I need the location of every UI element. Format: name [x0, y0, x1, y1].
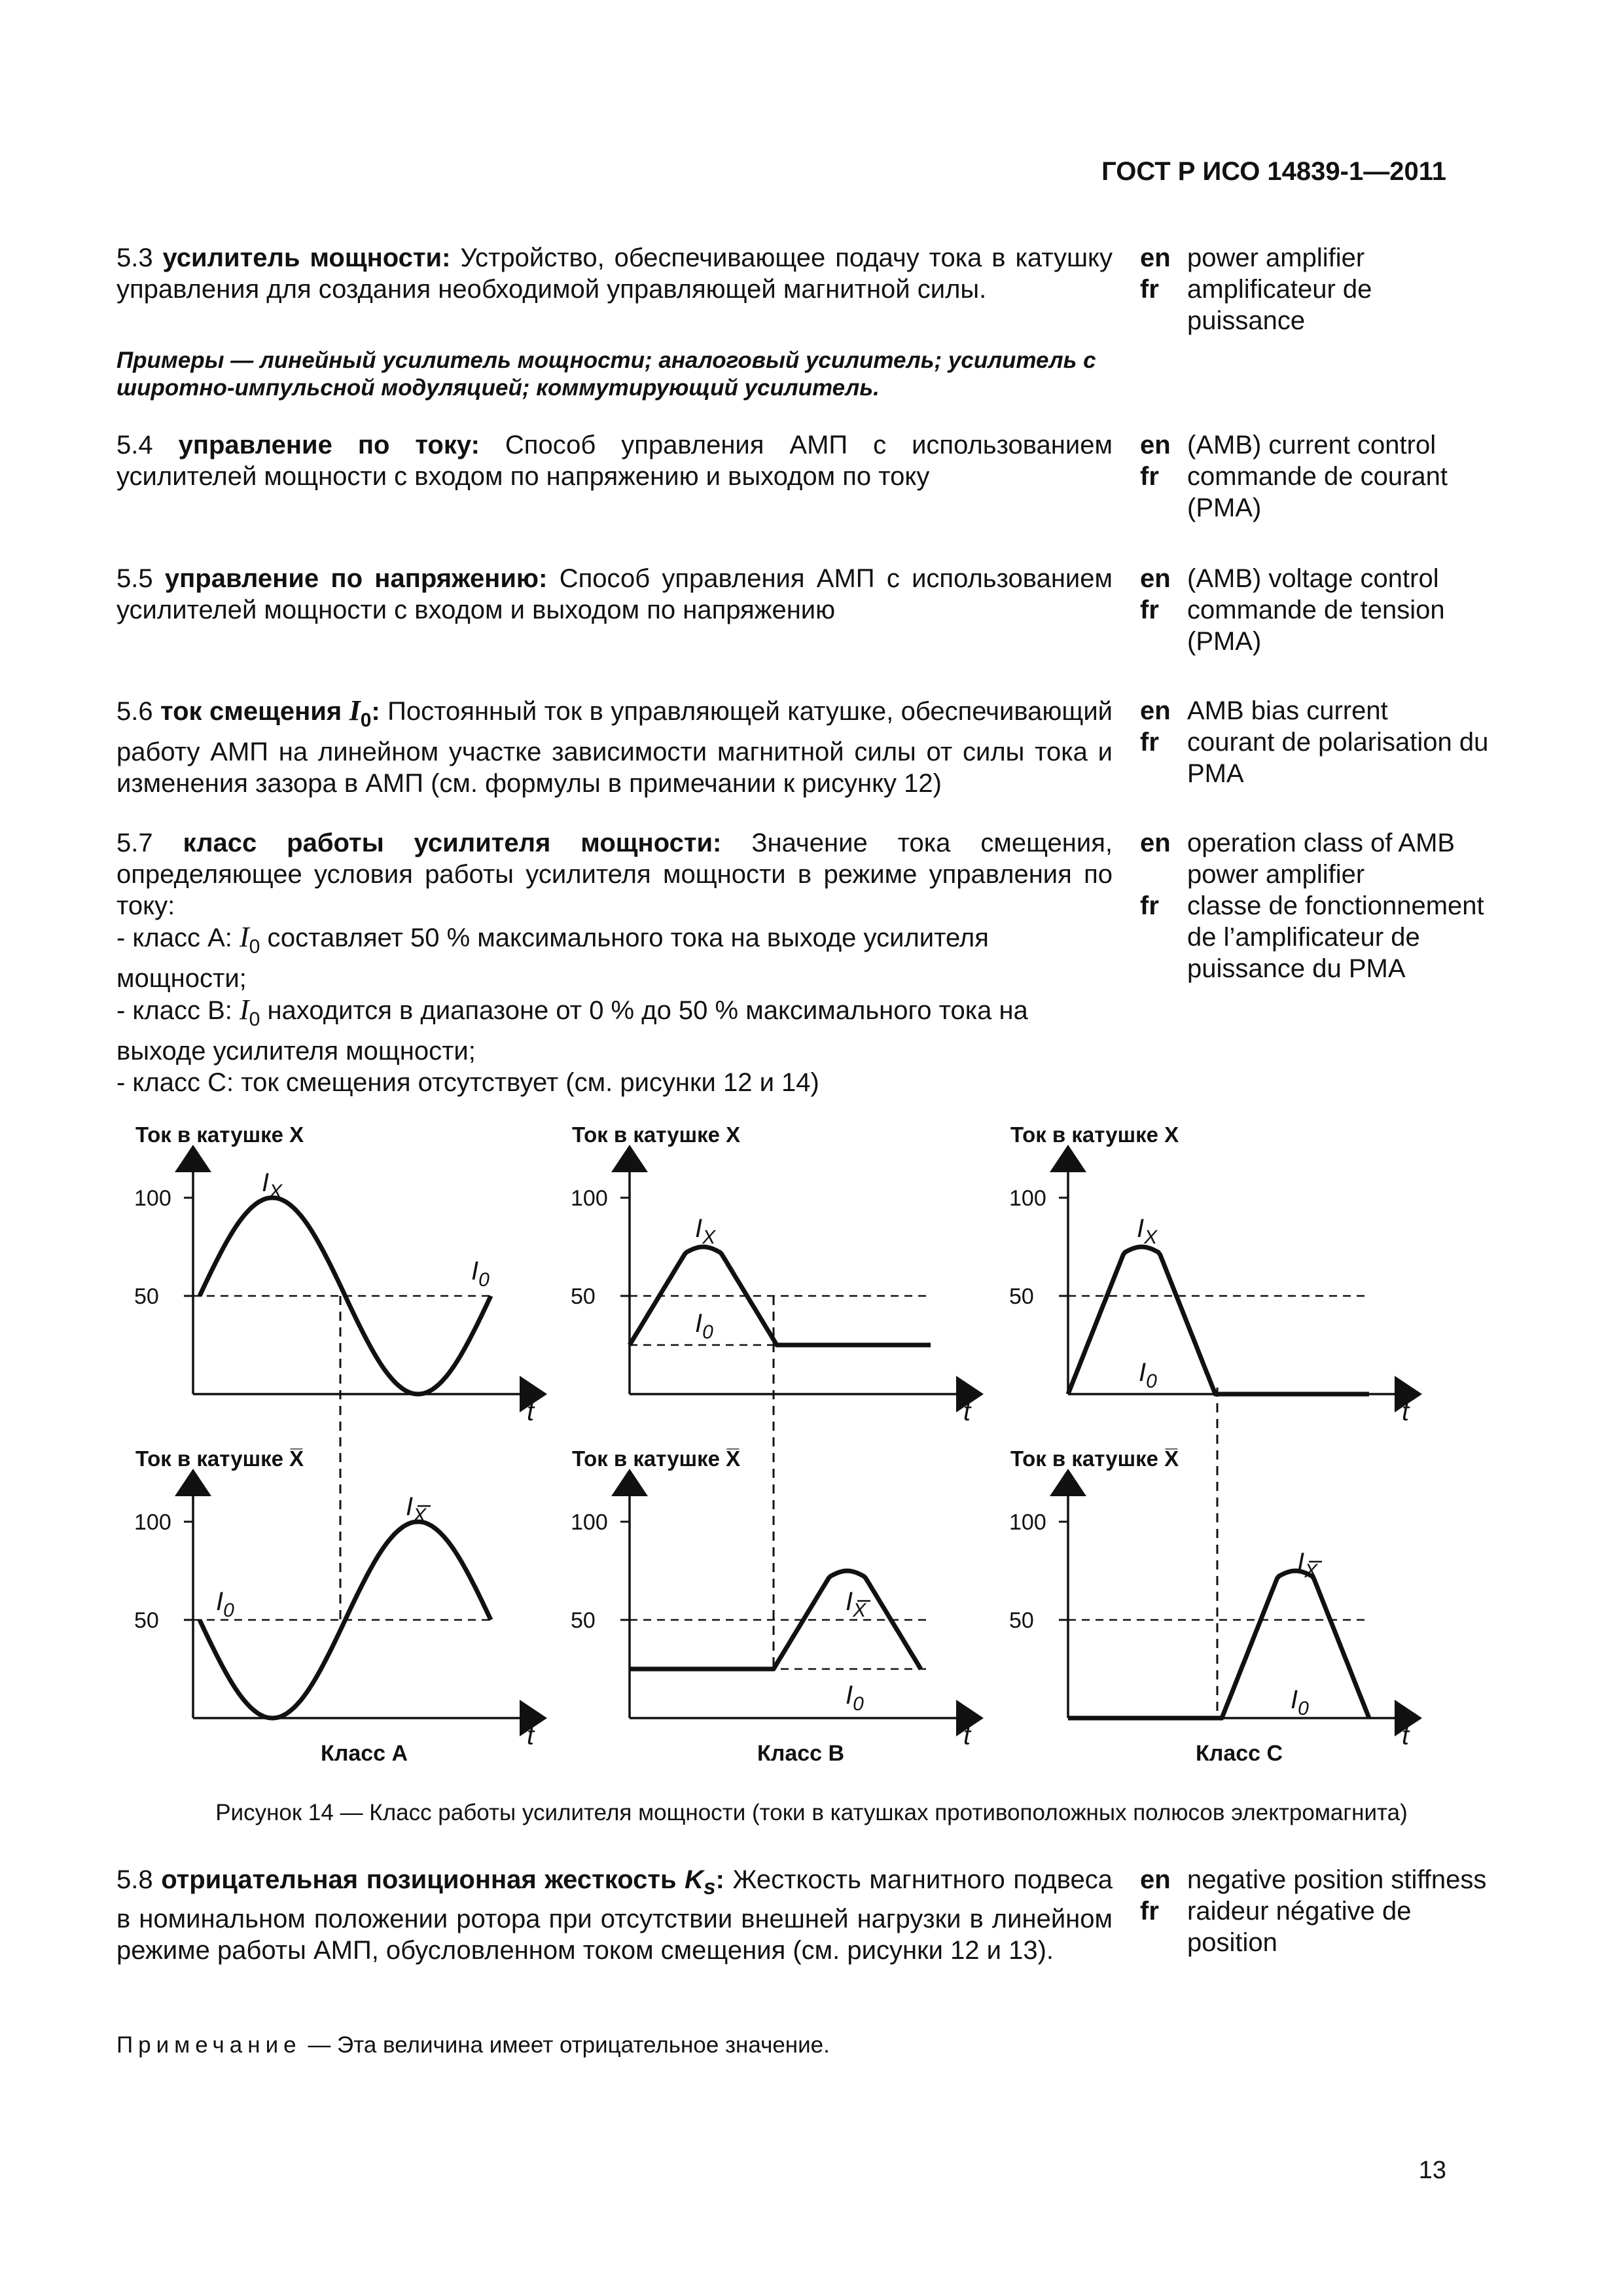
- lang-en: en: [1140, 564, 1171, 593]
- term-5-8: [116, 1864, 1113, 1966]
- x-axis-label: t: [1402, 1397, 1410, 1426]
- ix-label: $I_X$: [1137, 1214, 1158, 1248]
- translation-fr: commande de courant (PMA): [1187, 462, 1448, 522]
- note-text: — Эта величина имеет отрицательное значение.: [301, 2032, 830, 2058]
- y-axis-label: Ток в катушке X̅: [572, 1446, 741, 1471]
- tick-label: 50: [134, 1608, 159, 1633]
- ix-bar-label: $I_X$: [1297, 1548, 1318, 1582]
- term-definition: Устройство, обеспечивающее подачу тока в катушку управления для создания необходимой управляющей магнитной силы.: [116, 243, 1113, 304]
- term-definition: Значение тока смещения, определяющее условия работы усилителя мощности в режиме управления по току:: [116, 829, 1113, 920]
- tick-label: 100: [571, 1186, 608, 1211]
- y-axis-label: Ток в катушке X̅: [135, 1446, 304, 1471]
- term-name: управление по напряжению:: [164, 564, 548, 593]
- term-definition: Жесткость магнитного подвеса в номинальном положении ротора при отсутствии внешней нагрузки в линейном режиме работы АМП, обусловленном током смещения (см. рисунки 12 и 13).: [116, 1865, 1113, 1965]
- y-axis-label: Ток в катушке X̅: [1010, 1446, 1179, 1471]
- note-label: Примечание: [116, 2032, 302, 2058]
- lang-en: en: [1140, 696, 1171, 725]
- lang-fr: fr: [1140, 891, 1159, 920]
- page-number: 13: [1418, 2157, 1446, 2184]
- x-axis-label: t: [527, 1397, 535, 1426]
- translation-en: AMB bias current: [1187, 696, 1388, 725]
- translation-en: (AMB) voltage control: [1187, 564, 1439, 593]
- term-number: 5.4: [116, 431, 153, 459]
- x-axis-label: t: [1402, 1721, 1410, 1750]
- ix-bar-label: $I_X$: [846, 1587, 866, 1621]
- translation-en: (AMB) current control: [1187, 431, 1436, 459]
- term-definition: Постоянный ток в управляющей катушке, обеспечивающий работу АМП на линейном участке зависимости магнитной силы от силы тока и изменения зазора в АМП (см. формулы в примечании к рисунку 12): [116, 697, 1113, 798]
- bias-symbol: $I_0$: [349, 694, 372, 731]
- class-c-item: - класс C: ток смещения отсутствует (см. рисунки 12 и 14): [116, 1067, 819, 1097]
- i0-symbol: $I_0$: [240, 993, 260, 1030]
- standard-header: ГОСТ Р ИСО 14839-1—2011: [1101, 157, 1446, 186]
- translations-5-8: [1140, 1864, 1493, 1958]
- class-label: Класс A: [321, 1741, 408, 1766]
- i0-label: $I_0$: [846, 1681, 864, 1715]
- tick-label: 50: [1009, 1284, 1034, 1309]
- term-number: 5.6: [116, 697, 153, 726]
- term-name: управление по току:: [178, 431, 480, 459]
- term-name: усилитель мощности:: [162, 243, 451, 272]
- term-number: 5.8: [116, 1865, 153, 1894]
- i0-symbol: $I_0$: [240, 921, 260, 958]
- stiffness-symbol: $K_s$: [685, 1865, 716, 1899]
- ix-label: $I_X$: [695, 1214, 716, 1248]
- lang-fr: fr: [1140, 596, 1159, 624]
- term-definition: Способ управления АМП с использованием усилителей мощности с входом по напряжению и выходом по току: [116, 431, 1113, 491]
- x-axis-label: t: [963, 1397, 971, 1426]
- figure-caption: Рисунок 14 — Класс работы усилителя мощности (токи в катушках противоположных полюсов электромагнита): [215, 1800, 1408, 1825]
- tick-label: 50: [571, 1608, 596, 1633]
- translation-fr: courant de polarisation du PMA: [1187, 728, 1489, 788]
- i0-label: $I_0$: [1291, 1685, 1309, 1719]
- ix-bar-label: $I_X$: [406, 1492, 427, 1526]
- tick-label: 100: [1009, 1510, 1046, 1535]
- term-name: ток смещения: [160, 697, 342, 726]
- term-definition: Способ управления АМП с использованием усилителей мощности с входом и выходом по напряжению: [116, 564, 1113, 624]
- lang-en: en: [1140, 829, 1171, 857]
- term-number: 5.7: [116, 829, 153, 857]
- tick-label: 100: [571, 1510, 608, 1535]
- term-name: отрицательная позиционная жесткость: [161, 1865, 677, 1894]
- i0-label: $I_0$: [216, 1587, 234, 1621]
- x-axis-label: t: [527, 1721, 535, 1750]
- i0-label: $I_0$: [695, 1309, 713, 1343]
- term-number: 5.5: [116, 564, 153, 593]
- class-b-prefix: - класс B:: [116, 996, 232, 1025]
- tick-label: 50: [571, 1284, 596, 1309]
- class-a-text: составляет 50 % максимального тока на выходе усилителя мощности;: [116, 924, 989, 993]
- translation-en: negative position stiffness: [1187, 1865, 1487, 1894]
- term-name-suffix: :: [715, 1865, 724, 1894]
- tick-label: 100: [1009, 1186, 1046, 1211]
- y-axis-label: Ток в катушке X: [572, 1122, 741, 1147]
- lang-fr: fr: [1140, 728, 1159, 757]
- class-b-text: находится в диапазоне от 0 % до 50 % максимального тока на выходе усилителя мощности;: [116, 996, 1028, 1066]
- translation-fr: amplificateur de puissance: [1187, 275, 1372, 335]
- translation-fr: commande de tension (PMA): [1187, 596, 1445, 656]
- term-name-suffix: :: [371, 697, 380, 726]
- translation-en: operation class of AMB power amplifier: [1187, 829, 1455, 889]
- x-axis-label: t: [963, 1721, 971, 1750]
- note: [116, 2032, 830, 2058]
- tick-label: 100: [134, 1510, 171, 1535]
- tick-label: 100: [134, 1186, 171, 1211]
- lang-en: en: [1140, 243, 1171, 272]
- lang-fr: fr: [1140, 462, 1159, 491]
- current-curve-x-bar: [1068, 1571, 1369, 1718]
- lang-fr: fr: [1140, 275, 1159, 304]
- translation-en: power amplifier: [1187, 243, 1365, 272]
- translation-fr: raideur négative de position: [1187, 1897, 1412, 1957]
- ix-label: $I_X$: [262, 1168, 283, 1202]
- class-a-prefix: - класс A:: [116, 924, 232, 952]
- i0-label: $I_0$: [471, 1257, 490, 1291]
- y-axis-label: Ток в катушке X: [135, 1122, 304, 1147]
- class-label: Класс B: [757, 1741, 845, 1766]
- class-label: Класс C: [1196, 1741, 1283, 1766]
- tick-label: 50: [1009, 1608, 1034, 1633]
- term-number: 5.3: [116, 243, 153, 272]
- i0-label: $I_0$: [1139, 1358, 1157, 1392]
- term-name: класс работы усилителя мощности:: [183, 829, 722, 857]
- translation-fr: classe de fonctionnement de l’amplificateur de puissance du PMA: [1187, 891, 1484, 983]
- lang-en: en: [1140, 1865, 1171, 1894]
- lang-en: en: [1140, 431, 1171, 459]
- y-axis-label: Ток в катушке X: [1010, 1122, 1179, 1147]
- tick-label: 50: [134, 1284, 159, 1309]
- examples-note: Примеры — линейный усилитель мощности; аналоговый усилитель; усилитель с широтно-импульсной модуляцией; коммутирующий усилитель.: [116, 348, 1096, 401]
- current-curve-x: [1068, 1247, 1369, 1394]
- lang-fr: fr: [1140, 1897, 1159, 1926]
